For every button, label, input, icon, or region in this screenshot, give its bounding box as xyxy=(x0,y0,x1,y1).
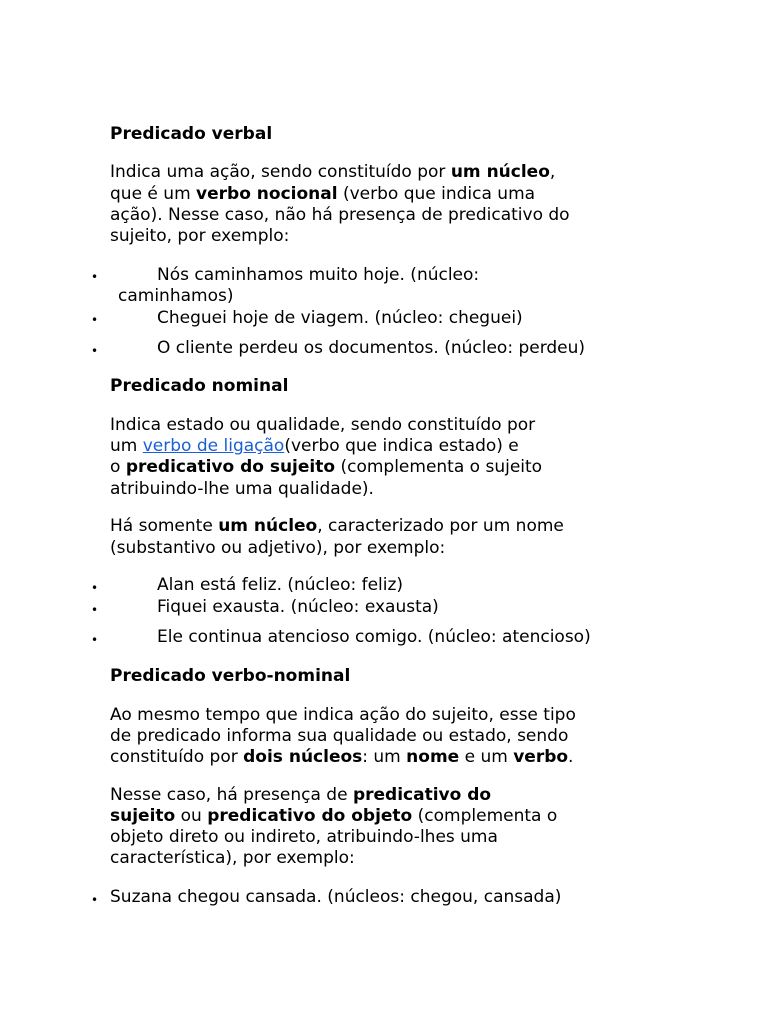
bullet-icon: • xyxy=(91,581,99,595)
text-run: Indica uma ação, sendo constituído por xyxy=(110,162,451,182)
paragraph-line xyxy=(110,785,650,806)
bold-text: sujeito xyxy=(110,806,176,826)
text-run: constituído por xyxy=(110,747,244,767)
paragraph-line: característica), por exemplo: xyxy=(110,848,355,868)
paragraph-line: de predicado informa sua qualidade ou estado, sendo xyxy=(110,726,569,746)
text-run: (complementa o xyxy=(412,806,558,826)
bullet-icon: • xyxy=(91,893,99,907)
text-run: . xyxy=(568,747,574,767)
paragraph-line: ação). Nesse caso, não há presença de predicativo do xyxy=(110,205,570,225)
text-run: Há somente xyxy=(110,516,219,536)
paragraph-line: Indica estado ou qualidade, sendo constituído por xyxy=(110,415,536,435)
heading-predicado-nominal: Predicado nominal xyxy=(110,376,289,396)
bold-text: um núcleo xyxy=(450,162,550,182)
paragraph-line: Ao mesmo tempo que indica ação do sujeito, esse tipo xyxy=(110,705,576,725)
bold-text: verbo nocional xyxy=(196,184,338,204)
bullet-icon: • xyxy=(91,603,99,617)
bold-text: predicativo do sujeito xyxy=(125,457,336,477)
list-item: Ele continua atencioso comigo. (núcleo: atencioso) xyxy=(157,627,591,647)
bold-text: predicativo do xyxy=(352,785,492,805)
text-run: um xyxy=(110,436,143,456)
paragraph-line: (substantivo ou adjetivo), por exemplo: xyxy=(110,538,446,558)
list-item: Fiquei exausta. (núcleo: exausta) xyxy=(157,597,439,617)
text-run: ou xyxy=(175,806,208,826)
paragraph-line xyxy=(110,747,650,768)
bullet-icon: • xyxy=(91,344,99,358)
text-run: o xyxy=(110,457,126,477)
bullet-icon: • xyxy=(91,633,99,647)
paragraph-line: objeto direto ou indireto, atribuindo-lhes uma xyxy=(110,827,498,847)
text-run: (complementa o sujeito xyxy=(335,457,543,477)
list-item: Alan está feliz. (núcleo: feliz) xyxy=(157,575,404,595)
paragraph-line xyxy=(110,162,650,183)
list-item: Suzana chegou cansada. (núcleos: chegou, cansada) xyxy=(110,887,562,907)
paragraph-line xyxy=(110,436,650,457)
paragraph-line xyxy=(110,184,650,205)
heading-predicado-verbo-nominal: Predicado verbo-nominal xyxy=(110,666,351,686)
text-run: (verbo que indica uma xyxy=(337,184,536,204)
text-run: (verbo que indica estado) e xyxy=(284,436,519,456)
text-run: : um xyxy=(362,747,407,767)
paragraph-line: atribuindo-lhe uma qualidade). xyxy=(110,479,374,499)
text-run: Nesse caso, há presença de xyxy=(110,785,353,805)
paragraph-line: sujeito, por exemplo: xyxy=(110,226,290,246)
bold-text: um núcleo xyxy=(218,516,318,536)
bold-text: verbo xyxy=(513,747,569,767)
paragraph-line xyxy=(110,457,650,478)
list-item: O cliente perdeu os documentos. (núcleo: perdeu) xyxy=(157,338,586,358)
bold-text: nome xyxy=(406,747,460,767)
heading-predicado-verbal: Predicado verbal xyxy=(110,124,273,144)
verbo-de-ligacao-link[interactable]: verbo de ligação xyxy=(142,436,285,456)
text-run: , xyxy=(549,162,556,182)
text-run: e um xyxy=(459,747,514,767)
list-item-continuation: caminhamos) xyxy=(118,286,234,306)
list-item: Nós caminhamos muito hoje. (núcleo: xyxy=(157,265,480,285)
paragraph-line xyxy=(110,516,650,537)
list-item: Cheguei hoje de viagem. (núcleo: cheguei) xyxy=(157,308,523,328)
text-run: que é um xyxy=(110,184,197,204)
bullet-icon: • xyxy=(91,313,99,327)
paragraph-line xyxy=(110,806,650,827)
text-run: , caracterizado por um nome xyxy=(317,516,564,536)
bullet-icon: • xyxy=(91,270,99,284)
bold-text: dois núcleos xyxy=(243,747,363,767)
bold-text: predicativo do objeto xyxy=(207,806,413,826)
